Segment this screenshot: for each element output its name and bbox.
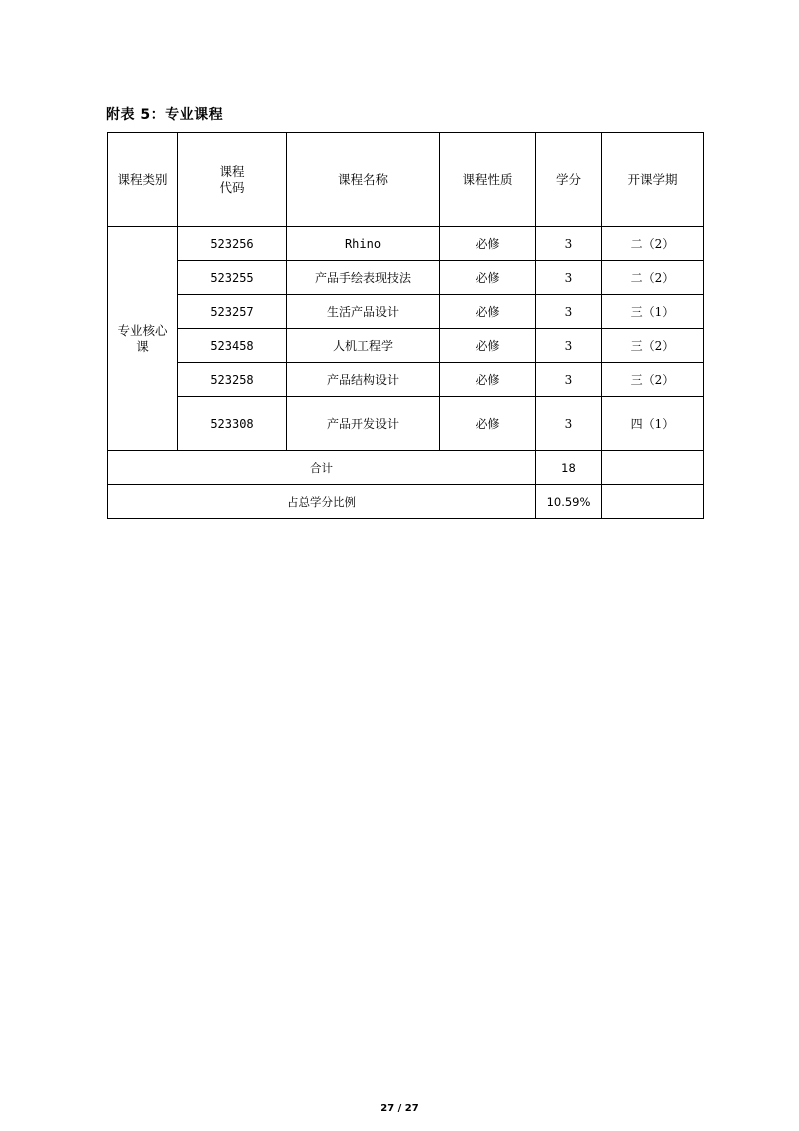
course-code: 523458 bbox=[178, 329, 287, 363]
course-credit: 3 bbox=[536, 295, 602, 329]
course-code: 523255 bbox=[178, 261, 287, 295]
table-row bbox=[108, 329, 704, 363]
total-empty-cell bbox=[602, 451, 704, 485]
course-name: 产品结构设计 bbox=[287, 363, 440, 397]
course-table bbox=[107, 132, 704, 519]
header-row bbox=[108, 133, 704, 227]
course-term: 三（2） bbox=[602, 363, 704, 397]
course-nature: 必修 bbox=[440, 227, 536, 261]
course-code: 523257 bbox=[178, 295, 287, 329]
course-name: Rhino bbox=[287, 227, 440, 261]
course-credit: 3 bbox=[536, 397, 602, 451]
course-term: 二（2） bbox=[602, 261, 704, 295]
course-credit: 3 bbox=[536, 329, 602, 363]
course-term: 四（1） bbox=[602, 397, 704, 451]
course-name: 人机工程学 bbox=[287, 329, 440, 363]
course-term: 二（2） bbox=[602, 227, 704, 261]
header-category: 课程类别 bbox=[108, 133, 178, 227]
course-name: 产品手绘表现技法 bbox=[287, 261, 440, 295]
header-name: 课程名称 bbox=[287, 133, 440, 227]
table-row bbox=[108, 261, 704, 295]
ratio-row bbox=[108, 485, 704, 519]
category-cell bbox=[108, 227, 178, 451]
table-row bbox=[108, 363, 704, 397]
course-credit: 3 bbox=[536, 261, 602, 295]
ratio-value: 10.59% bbox=[536, 485, 602, 519]
course-nature: 必修 bbox=[440, 261, 536, 295]
header-code-line2: 代码 bbox=[219, 179, 245, 195]
table-row bbox=[108, 227, 704, 261]
course-nature: 必修 bbox=[440, 329, 536, 363]
total-row bbox=[108, 451, 704, 485]
header-code-line1: 课程 bbox=[219, 163, 245, 179]
header-credit: 学分 bbox=[536, 133, 602, 227]
course-name: 产品开发设计 bbox=[287, 397, 440, 451]
course-credit: 3 bbox=[536, 227, 602, 261]
course-nature: 必修 bbox=[440, 295, 536, 329]
table-row bbox=[108, 295, 704, 329]
table-row bbox=[108, 397, 704, 451]
page-number: 27 / 27 bbox=[380, 1103, 419, 1114]
course-term: 三（2） bbox=[602, 329, 704, 363]
course-code: 523258 bbox=[178, 363, 287, 397]
header-code bbox=[178, 133, 287, 227]
course-code: 523256 bbox=[178, 227, 287, 261]
course-credit: 3 bbox=[536, 363, 602, 397]
ratio-label: 占总学分比例 bbox=[108, 485, 536, 519]
header-term: 开课学期 bbox=[602, 133, 704, 227]
total-label: 合计 bbox=[108, 451, 536, 485]
table-caption: 附表 5：专业课程 bbox=[106, 107, 224, 123]
course-term: 三（1） bbox=[602, 295, 704, 329]
course-name: 生活产品设计 bbox=[287, 295, 440, 329]
course-nature: 必修 bbox=[440, 363, 536, 397]
course-nature: 必修 bbox=[440, 397, 536, 451]
header-nature: 课程性质 bbox=[440, 133, 536, 227]
total-value: 18 bbox=[536, 451, 602, 485]
course-code: 523308 bbox=[178, 397, 287, 451]
category-line2: 课 bbox=[136, 338, 149, 354]
ratio-empty-cell bbox=[602, 485, 704, 519]
category-line1: 专业核心 bbox=[117, 322, 168, 338]
